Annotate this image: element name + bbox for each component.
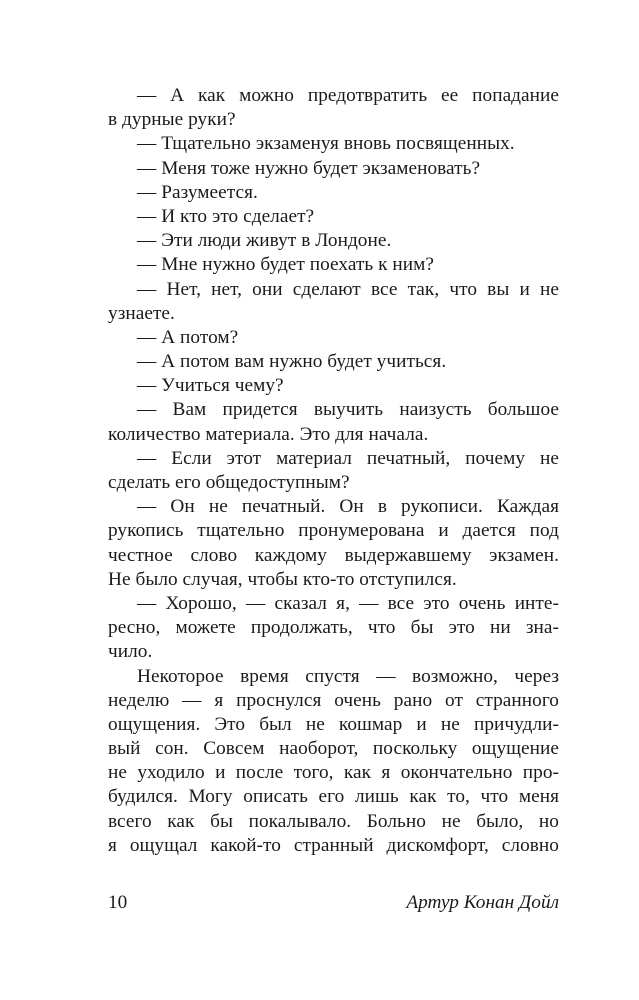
text-line: сделать его общедоступным? bbox=[108, 472, 350, 493]
page-text bbox=[108, 84, 559, 858]
text-line: — Нет, нет, они сделают все так, что вы и не bbox=[137, 278, 559, 300]
text-line: не уходило и после того, как я окончательно про- bbox=[108, 762, 559, 784]
text-line: — Эти люди живут в Лондоне. bbox=[137, 230, 392, 252]
text-line: неделю — я проснулся очень рано от странного bbox=[108, 689, 559, 711]
text-line: — Учиться чему? bbox=[137, 375, 284, 397]
page-number: 10 bbox=[108, 892, 128, 913]
text-line: — А как можно предотвратить ее попадание bbox=[137, 85, 559, 106]
text-line: — Он не печатный. Он в рукописи. Каждая bbox=[137, 496, 559, 518]
text-line: — И кто это сделает? bbox=[137, 205, 315, 227]
text-line: количество материала. Это для начала. bbox=[108, 423, 429, 445]
text-line: вый сон. Совсем наоборот, поскольку ощущение bbox=[108, 738, 559, 760]
text-line: будился. Могу описать его лишь как то, что меня bbox=[108, 786, 559, 808]
text-line: — Если этот материал печатный, почему не bbox=[137, 447, 559, 469]
text-line: ресно, можете продолжать, что бы это ни зна- bbox=[108, 617, 559, 639]
text-line: узнаете. bbox=[108, 302, 175, 324]
text-line: — Хорошо, — сказал я, — все это очень инте- bbox=[137, 592, 559, 614]
text-line: рукопись тщательно пронумерована и дается под bbox=[108, 520, 559, 542]
text-line: — Разумеется. bbox=[137, 181, 258, 203]
text-line: чило. bbox=[108, 641, 153, 663]
text-line: — Меня тоже нужно будет экзаменовать? bbox=[137, 157, 481, 179]
text-line: Некоторое время спустя — возможно, через bbox=[137, 665, 559, 687]
text-line: в дурные руки? bbox=[108, 109, 236, 131]
text-line: я ощущал какой-то странный дискомфорт, словно bbox=[108, 834, 559, 856]
text-line: — Вам придется выучить наизусть большое bbox=[137, 399, 559, 421]
text-line: — А потом? bbox=[137, 326, 239, 348]
running-header-author: Артур Конан Дойл bbox=[406, 892, 559, 913]
text-line: — Мне нужно будет поехать к ним? bbox=[137, 254, 435, 276]
page-footer bbox=[108, 890, 559, 916]
text-line: Не было случая, чтобы кто-то отступился. bbox=[108, 568, 457, 590]
text-line: всего как бы покалывало. Больно не было, но bbox=[108, 810, 559, 832]
text-line: честное слово каждому выдержавшему экзамен. bbox=[108, 544, 559, 566]
text-line: — А потом вам нужно будет учиться. bbox=[137, 351, 447, 373]
text-line: ощущения. Это был не кошмар и не причудли- bbox=[108, 713, 559, 735]
text-line: — Тщательно экзаменуя вновь посвященных. bbox=[137, 133, 515, 155]
